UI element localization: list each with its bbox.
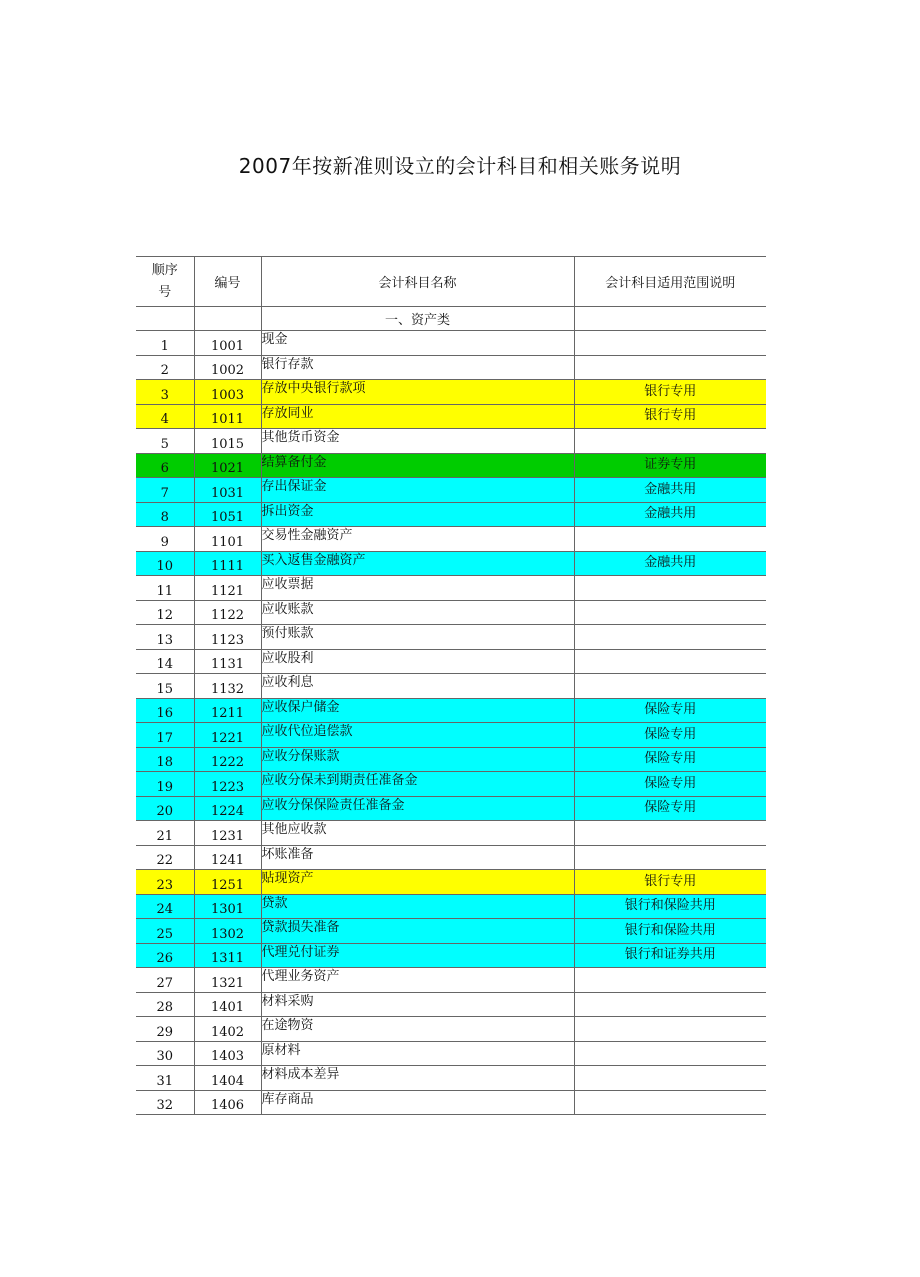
row-account-name: 贴现资产 bbox=[261, 870, 574, 895]
row-seq: 16 bbox=[136, 698, 194, 723]
table-row bbox=[136, 527, 766, 552]
row-scope: 保险专用 bbox=[574, 772, 766, 797]
row-scope bbox=[574, 649, 766, 674]
row-code: 1241 bbox=[194, 845, 261, 870]
row-scope bbox=[574, 576, 766, 601]
table-row bbox=[136, 576, 766, 601]
row-seq: 11 bbox=[136, 576, 194, 601]
row-code: 1101 bbox=[194, 527, 261, 552]
table-row bbox=[136, 453, 766, 478]
section-seq-cell bbox=[136, 307, 194, 331]
row-scope bbox=[574, 821, 766, 846]
row-code: 1003 bbox=[194, 380, 261, 405]
row-account-name: 预付账款 bbox=[261, 625, 574, 650]
row-account-name: 应收保户储金 bbox=[261, 698, 574, 723]
row-scope: 金融共用 bbox=[574, 551, 766, 576]
table-row bbox=[136, 698, 766, 723]
row-seq: 7 bbox=[136, 478, 194, 503]
table-row bbox=[136, 772, 766, 797]
row-scope: 银行专用 bbox=[574, 870, 766, 895]
row-seq: 2 bbox=[136, 355, 194, 380]
row-code: 1402 bbox=[194, 1017, 261, 1042]
table-row bbox=[136, 404, 766, 429]
row-code: 1321 bbox=[194, 968, 261, 993]
row-seq: 12 bbox=[136, 600, 194, 625]
row-account-name: 代理兑付证券 bbox=[261, 943, 574, 968]
header-seq bbox=[136, 257, 194, 307]
row-scope bbox=[574, 1041, 766, 1066]
row-seq: 10 bbox=[136, 551, 194, 576]
row-account-name: 材料成本差异 bbox=[261, 1066, 574, 1091]
row-scope: 保险专用 bbox=[574, 747, 766, 772]
row-seq: 13 bbox=[136, 625, 194, 650]
row-scope bbox=[574, 429, 766, 454]
row-account-name: 代理业务资产 bbox=[261, 968, 574, 993]
table-row bbox=[136, 380, 766, 405]
row-code: 1131 bbox=[194, 649, 261, 674]
row-seq: 9 bbox=[136, 527, 194, 552]
row-account-name: 应收分保保险责任准备金 bbox=[261, 796, 574, 821]
row-scope: 银行专用 bbox=[574, 404, 766, 429]
row-code: 1302 bbox=[194, 919, 261, 944]
row-seq: 32 bbox=[136, 1090, 194, 1115]
row-code: 1002 bbox=[194, 355, 261, 380]
row-scope bbox=[574, 1017, 766, 1042]
table-row bbox=[136, 943, 766, 968]
row-code: 1224 bbox=[194, 796, 261, 821]
row-account-name: 拆出资金 bbox=[261, 502, 574, 527]
row-seq: 22 bbox=[136, 845, 194, 870]
row-seq: 31 bbox=[136, 1066, 194, 1091]
row-scope: 证券专用 bbox=[574, 453, 766, 478]
row-code: 1222 bbox=[194, 747, 261, 772]
row-scope bbox=[574, 968, 766, 993]
row-account-name: 应收票据 bbox=[261, 576, 574, 601]
table-row bbox=[136, 600, 766, 625]
row-seq: 14 bbox=[136, 649, 194, 674]
row-scope bbox=[574, 355, 766, 380]
row-scope bbox=[574, 1066, 766, 1091]
row-seq: 6 bbox=[136, 453, 194, 478]
row-code: 1221 bbox=[194, 723, 261, 748]
row-code: 1021 bbox=[194, 453, 261, 478]
document-title: 2007年按新准则设立的会计科目和相关账务说明 bbox=[238, 154, 682, 178]
table-row bbox=[136, 502, 766, 527]
row-scope bbox=[574, 331, 766, 356]
row-account-name: 贷款 bbox=[261, 894, 574, 919]
row-seq: 21 bbox=[136, 821, 194, 846]
row-code: 1301 bbox=[194, 894, 261, 919]
accounts-table bbox=[136, 256, 766, 1115]
table-row bbox=[136, 478, 766, 503]
row-scope bbox=[574, 992, 766, 1017]
row-code: 1406 bbox=[194, 1090, 261, 1115]
table-row bbox=[136, 331, 766, 356]
row-seq: 27 bbox=[136, 968, 194, 993]
row-scope: 银行和证券共用 bbox=[574, 943, 766, 968]
table-row bbox=[136, 625, 766, 650]
section-row bbox=[136, 307, 766, 331]
section-scope-cell bbox=[574, 307, 766, 331]
table-row bbox=[136, 1041, 766, 1066]
row-seq: 29 bbox=[136, 1017, 194, 1042]
table-row bbox=[136, 992, 766, 1017]
row-code: 1111 bbox=[194, 551, 261, 576]
row-scope: 金融共用 bbox=[574, 502, 766, 527]
table-row bbox=[136, 649, 766, 674]
row-scope bbox=[574, 625, 766, 650]
row-seq: 25 bbox=[136, 919, 194, 944]
header-seq-line1: 顺序 bbox=[151, 262, 178, 278]
row-account-name: 贷款损失准备 bbox=[261, 919, 574, 944]
row-seq: 1 bbox=[136, 331, 194, 356]
row-seq: 20 bbox=[136, 796, 194, 821]
row-scope: 金融共用 bbox=[574, 478, 766, 503]
row-account-name: 材料采购 bbox=[261, 992, 574, 1017]
row-account-name: 其他应收款 bbox=[261, 821, 574, 846]
row-account-name: 坏账准备 bbox=[261, 845, 574, 870]
row-code: 1403 bbox=[194, 1041, 261, 1066]
row-scope bbox=[574, 600, 766, 625]
row-code: 1401 bbox=[194, 992, 261, 1017]
row-code: 1051 bbox=[194, 502, 261, 527]
table-row bbox=[136, 919, 766, 944]
row-code: 1132 bbox=[194, 674, 261, 699]
row-scope: 银行和保险共用 bbox=[574, 894, 766, 919]
header-code: 编号 bbox=[194, 257, 261, 307]
row-code: 1122 bbox=[194, 600, 261, 625]
row-code: 1011 bbox=[194, 404, 261, 429]
header-seq-line2: 号 bbox=[158, 284, 172, 300]
row-account-name: 其他货币资金 bbox=[261, 429, 574, 454]
row-account-name: 结算备付金 bbox=[261, 453, 574, 478]
row-seq: 26 bbox=[136, 943, 194, 968]
row-code: 1015 bbox=[194, 429, 261, 454]
table-row bbox=[136, 894, 766, 919]
row-account-name: 买入返售金融资产 bbox=[261, 551, 574, 576]
row-account-name: 应收分保未到期责任准备金 bbox=[261, 772, 574, 797]
row-scope: 银行专用 bbox=[574, 380, 766, 405]
table-row bbox=[136, 429, 766, 454]
table-header-row bbox=[136, 257, 766, 307]
row-account-name: 应收股利 bbox=[261, 649, 574, 674]
row-scope: 银行和保险共用 bbox=[574, 919, 766, 944]
table-row bbox=[136, 1066, 766, 1091]
row-account-name: 在途物资 bbox=[261, 1017, 574, 1042]
table-row bbox=[136, 870, 766, 895]
row-seq: 15 bbox=[136, 674, 194, 699]
row-scope bbox=[574, 527, 766, 552]
table-row bbox=[136, 1090, 766, 1115]
row-seq: 5 bbox=[136, 429, 194, 454]
table-row bbox=[136, 551, 766, 576]
table-row bbox=[136, 674, 766, 699]
row-seq: 24 bbox=[136, 894, 194, 919]
row-account-name: 应收代位追偿款 bbox=[261, 723, 574, 748]
table-row bbox=[136, 1017, 766, 1042]
table-row bbox=[136, 968, 766, 993]
row-account-name: 存放中央银行款项 bbox=[261, 380, 574, 405]
row-code: 1311 bbox=[194, 943, 261, 968]
table-row bbox=[136, 723, 766, 748]
table-row bbox=[136, 845, 766, 870]
row-scope bbox=[574, 674, 766, 699]
row-account-name: 存放同业 bbox=[261, 404, 574, 429]
row-account-name: 库存商品 bbox=[261, 1090, 574, 1115]
row-account-name: 应收分保账款 bbox=[261, 747, 574, 772]
row-code: 1231 bbox=[194, 821, 261, 846]
row-seq: 30 bbox=[136, 1041, 194, 1066]
row-code: 1211 bbox=[194, 698, 261, 723]
row-code: 1123 bbox=[194, 625, 261, 650]
row-seq: 28 bbox=[136, 992, 194, 1017]
row-seq: 19 bbox=[136, 772, 194, 797]
row-code: 1031 bbox=[194, 478, 261, 503]
row-account-name: 应收利息 bbox=[261, 674, 574, 699]
row-account-name: 原材料 bbox=[261, 1041, 574, 1066]
table-row bbox=[136, 355, 766, 380]
row-account-name: 银行存款 bbox=[261, 355, 574, 380]
row-account-name: 交易性金融资产 bbox=[261, 527, 574, 552]
row-seq: 4 bbox=[136, 404, 194, 429]
header-name: 会计科目名称 bbox=[261, 257, 574, 307]
row-seq: 18 bbox=[136, 747, 194, 772]
row-account-name: 存出保证金 bbox=[261, 478, 574, 503]
row-code: 1404 bbox=[194, 1066, 261, 1091]
table-row bbox=[136, 796, 766, 821]
row-scope bbox=[574, 1090, 766, 1115]
row-scope: 保险专用 bbox=[574, 723, 766, 748]
row-code: 1223 bbox=[194, 772, 261, 797]
row-scope bbox=[574, 845, 766, 870]
row-scope: 保险专用 bbox=[574, 796, 766, 821]
table-row bbox=[136, 821, 766, 846]
section-code-cell bbox=[194, 307, 261, 331]
row-code: 1121 bbox=[194, 576, 261, 601]
section-title: 一、资产类 bbox=[261, 307, 574, 331]
row-seq: 23 bbox=[136, 870, 194, 895]
row-code: 1001 bbox=[194, 331, 261, 356]
row-seq: 8 bbox=[136, 502, 194, 527]
row-seq: 17 bbox=[136, 723, 194, 748]
row-code: 1251 bbox=[194, 870, 261, 895]
row-seq: 3 bbox=[136, 380, 194, 405]
table-row bbox=[136, 747, 766, 772]
header-scope: 会计科目适用范围说明 bbox=[574, 257, 766, 307]
row-scope: 保险专用 bbox=[574, 698, 766, 723]
row-account-name: 现金 bbox=[261, 331, 574, 356]
row-account-name: 应收账款 bbox=[261, 600, 574, 625]
